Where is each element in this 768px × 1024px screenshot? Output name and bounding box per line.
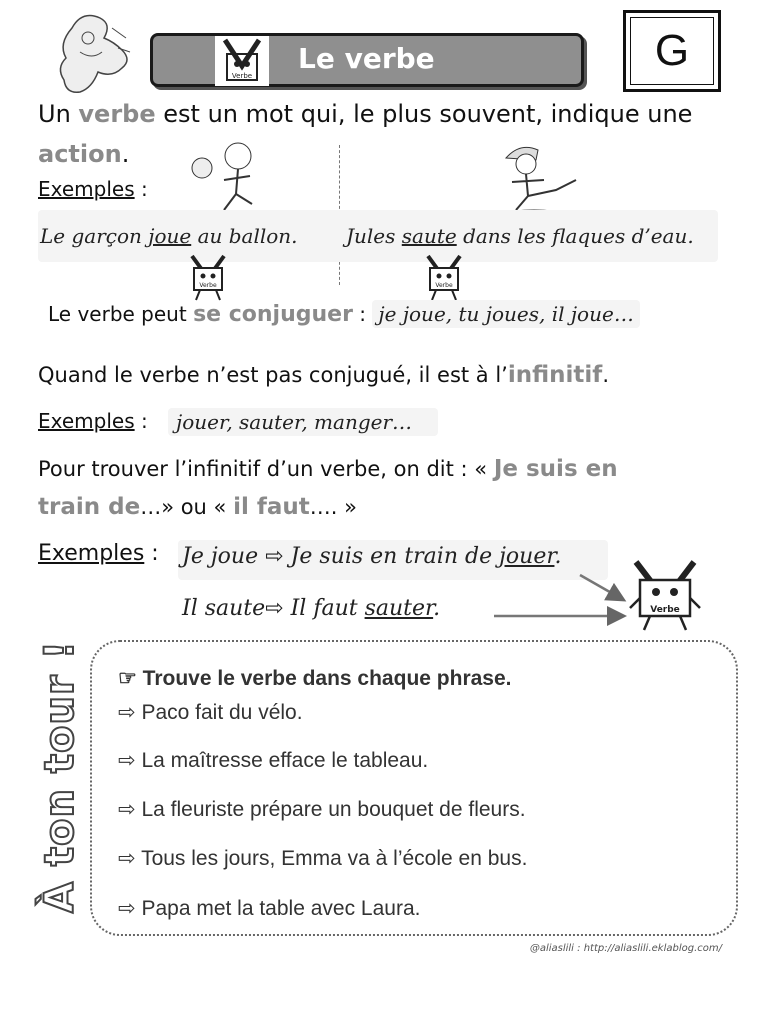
definition-line-2	[38, 140, 129, 168]
kid-jumping-puddles-drawing	[496, 140, 582, 220]
arrow-icon: ⇨	[118, 897, 136, 920]
infinitive-line	[38, 362, 609, 388]
transform1-arrow-icon: ⇨	[265, 544, 284, 569]
infinitive-examples: jouer, sauter, manger…	[168, 408, 438, 436]
conjugate-pre: Le verbe peut	[48, 302, 194, 326]
find-infinitive-line-2	[38, 494, 357, 520]
example1-verb: joue	[148, 224, 192, 248]
arrow-icon: ⇨	[118, 847, 136, 870]
conjugate-cursive-example: je joue, tu joues, il joue…	[372, 300, 639, 328]
transform2-verb: sauter	[364, 596, 434, 621]
find-part3: …. »	[309, 495, 357, 519]
find-part1: Pour trouver l’infinitif d’un verbe, on dit : «	[38, 457, 494, 481]
infinitive-post: .	[602, 363, 609, 387]
examples-label: Exemples	[38, 177, 135, 201]
a-ton-tour-side-label: À ton tour !	[37, 640, 83, 913]
credit-link[interactable]: @aliaslili : http://aliaslili.eklablog.com/	[529, 943, 722, 954]
arrow-icon: ⇨	[118, 749, 136, 772]
example2-post: dans les flaques d’eau.	[456, 224, 694, 248]
transform2-to-pre: Il faut	[290, 596, 365, 621]
infinitive-highlight: infinitif	[507, 362, 603, 388]
examples-heading-3	[38, 541, 159, 566]
decorative-character-drawing	[52, 8, 134, 96]
verbe-mascot-icon	[215, 36, 269, 86]
exercise-item	[118, 748, 428, 773]
example2-pre: Jules	[346, 224, 402, 248]
exercise-item-text: La fleuriste prépare un bouquet de fleurs.	[141, 798, 526, 821]
verbe-mascot-small-2-icon	[422, 254, 466, 302]
transform2-from: Il saute	[182, 596, 266, 621]
arrow-icon: ⇨	[118, 701, 136, 724]
examples-label-2: Exemples	[38, 409, 135, 433]
definition-action-word: action	[38, 140, 122, 168]
exercise-item-text: Tous les jours, Emma va à l’école en bus.	[141, 847, 528, 870]
section-letter: G	[630, 17, 714, 85]
transform2-arrow-icon: ⇨	[265, 596, 284, 621]
examples-label-3: Exemples	[38, 541, 145, 566]
exercise-instruction	[118, 666, 511, 691]
examples-heading-1	[38, 177, 148, 201]
exercise-item	[118, 700, 303, 725]
exercise-item-text: Papa met la table avec Laura.	[141, 897, 421, 920]
mascot-small-2-label: Verbe	[435, 282, 453, 289]
transform-line-2	[182, 596, 440, 621]
transform1-to-post: .	[554, 544, 562, 569]
mascot-large-label: Verbe	[650, 605, 680, 615]
find-infinitive-line-1	[38, 456, 618, 482]
conjugate-line	[48, 302, 640, 327]
infinitive-pre: Quand le verbe n’est pas conjugué, il est à l’	[38, 363, 508, 387]
verbe-mascot-large-icon	[628, 558, 702, 634]
arrow-icon: ⇨	[118, 798, 136, 821]
mascot-small-1-label: Verbe	[199, 282, 217, 289]
example-sentence-1	[40, 224, 298, 248]
example-sentence-2	[346, 224, 694, 248]
section-letter-box	[623, 10, 721, 92]
boy-playing-ball-drawing	[188, 138, 268, 218]
pointing-hand-icon: ☞	[118, 667, 137, 690]
example1-post: au ballon.	[191, 224, 298, 248]
exercise-item	[118, 797, 526, 822]
definition-verbe-word: verbe	[78, 100, 156, 128]
find-highlight-2: il faut	[233, 494, 310, 520]
instruction-text: Trouve le verbe dans chaque phrase.	[142, 667, 512, 690]
find-highlight-1b: train de	[38, 494, 141, 520]
definition-text-a: Un	[38, 100, 79, 128]
examples-colon-2: :	[134, 409, 148, 433]
exercise-item	[118, 846, 527, 871]
pointer-arrows-icon	[490, 565, 630, 630]
examples-colon-3: :	[144, 541, 159, 566]
example2-verb: saute	[401, 224, 457, 248]
svg-text:Verbe: Verbe	[231, 72, 253, 80]
find-highlight-1: Je suis en	[493, 456, 618, 482]
definition-period: .	[121, 140, 130, 168]
transform2-to-post: .	[433, 596, 441, 621]
transform1-from: Je joue	[182, 544, 259, 569]
example1-pre: Le garçon	[40, 224, 149, 248]
conjugate-colon: :	[352, 302, 367, 326]
find-part2: …» ou «	[140, 495, 234, 519]
definition-line-1	[38, 100, 692, 128]
transform1-verb: jouer	[499, 544, 555, 569]
conjugate-highlight: se conjuguer	[193, 302, 353, 327]
exercise-item-text: Paco fait du vélo.	[141, 701, 303, 724]
exercise-item-text: La maîtresse efface le tableau.	[141, 749, 429, 772]
examples-colon: :	[134, 177, 148, 201]
transform1-to-pre: Je suis en train de	[290, 544, 500, 569]
page-title: Le verbe	[298, 42, 435, 75]
exercise-item	[118, 896, 420, 921]
examples-heading-2	[38, 409, 148, 433]
title-banner	[150, 33, 584, 87]
verbe-mascot-small-1-icon	[186, 254, 230, 302]
definition-text-b: est un mot qui, le plus souvent, indique une	[155, 100, 693, 128]
